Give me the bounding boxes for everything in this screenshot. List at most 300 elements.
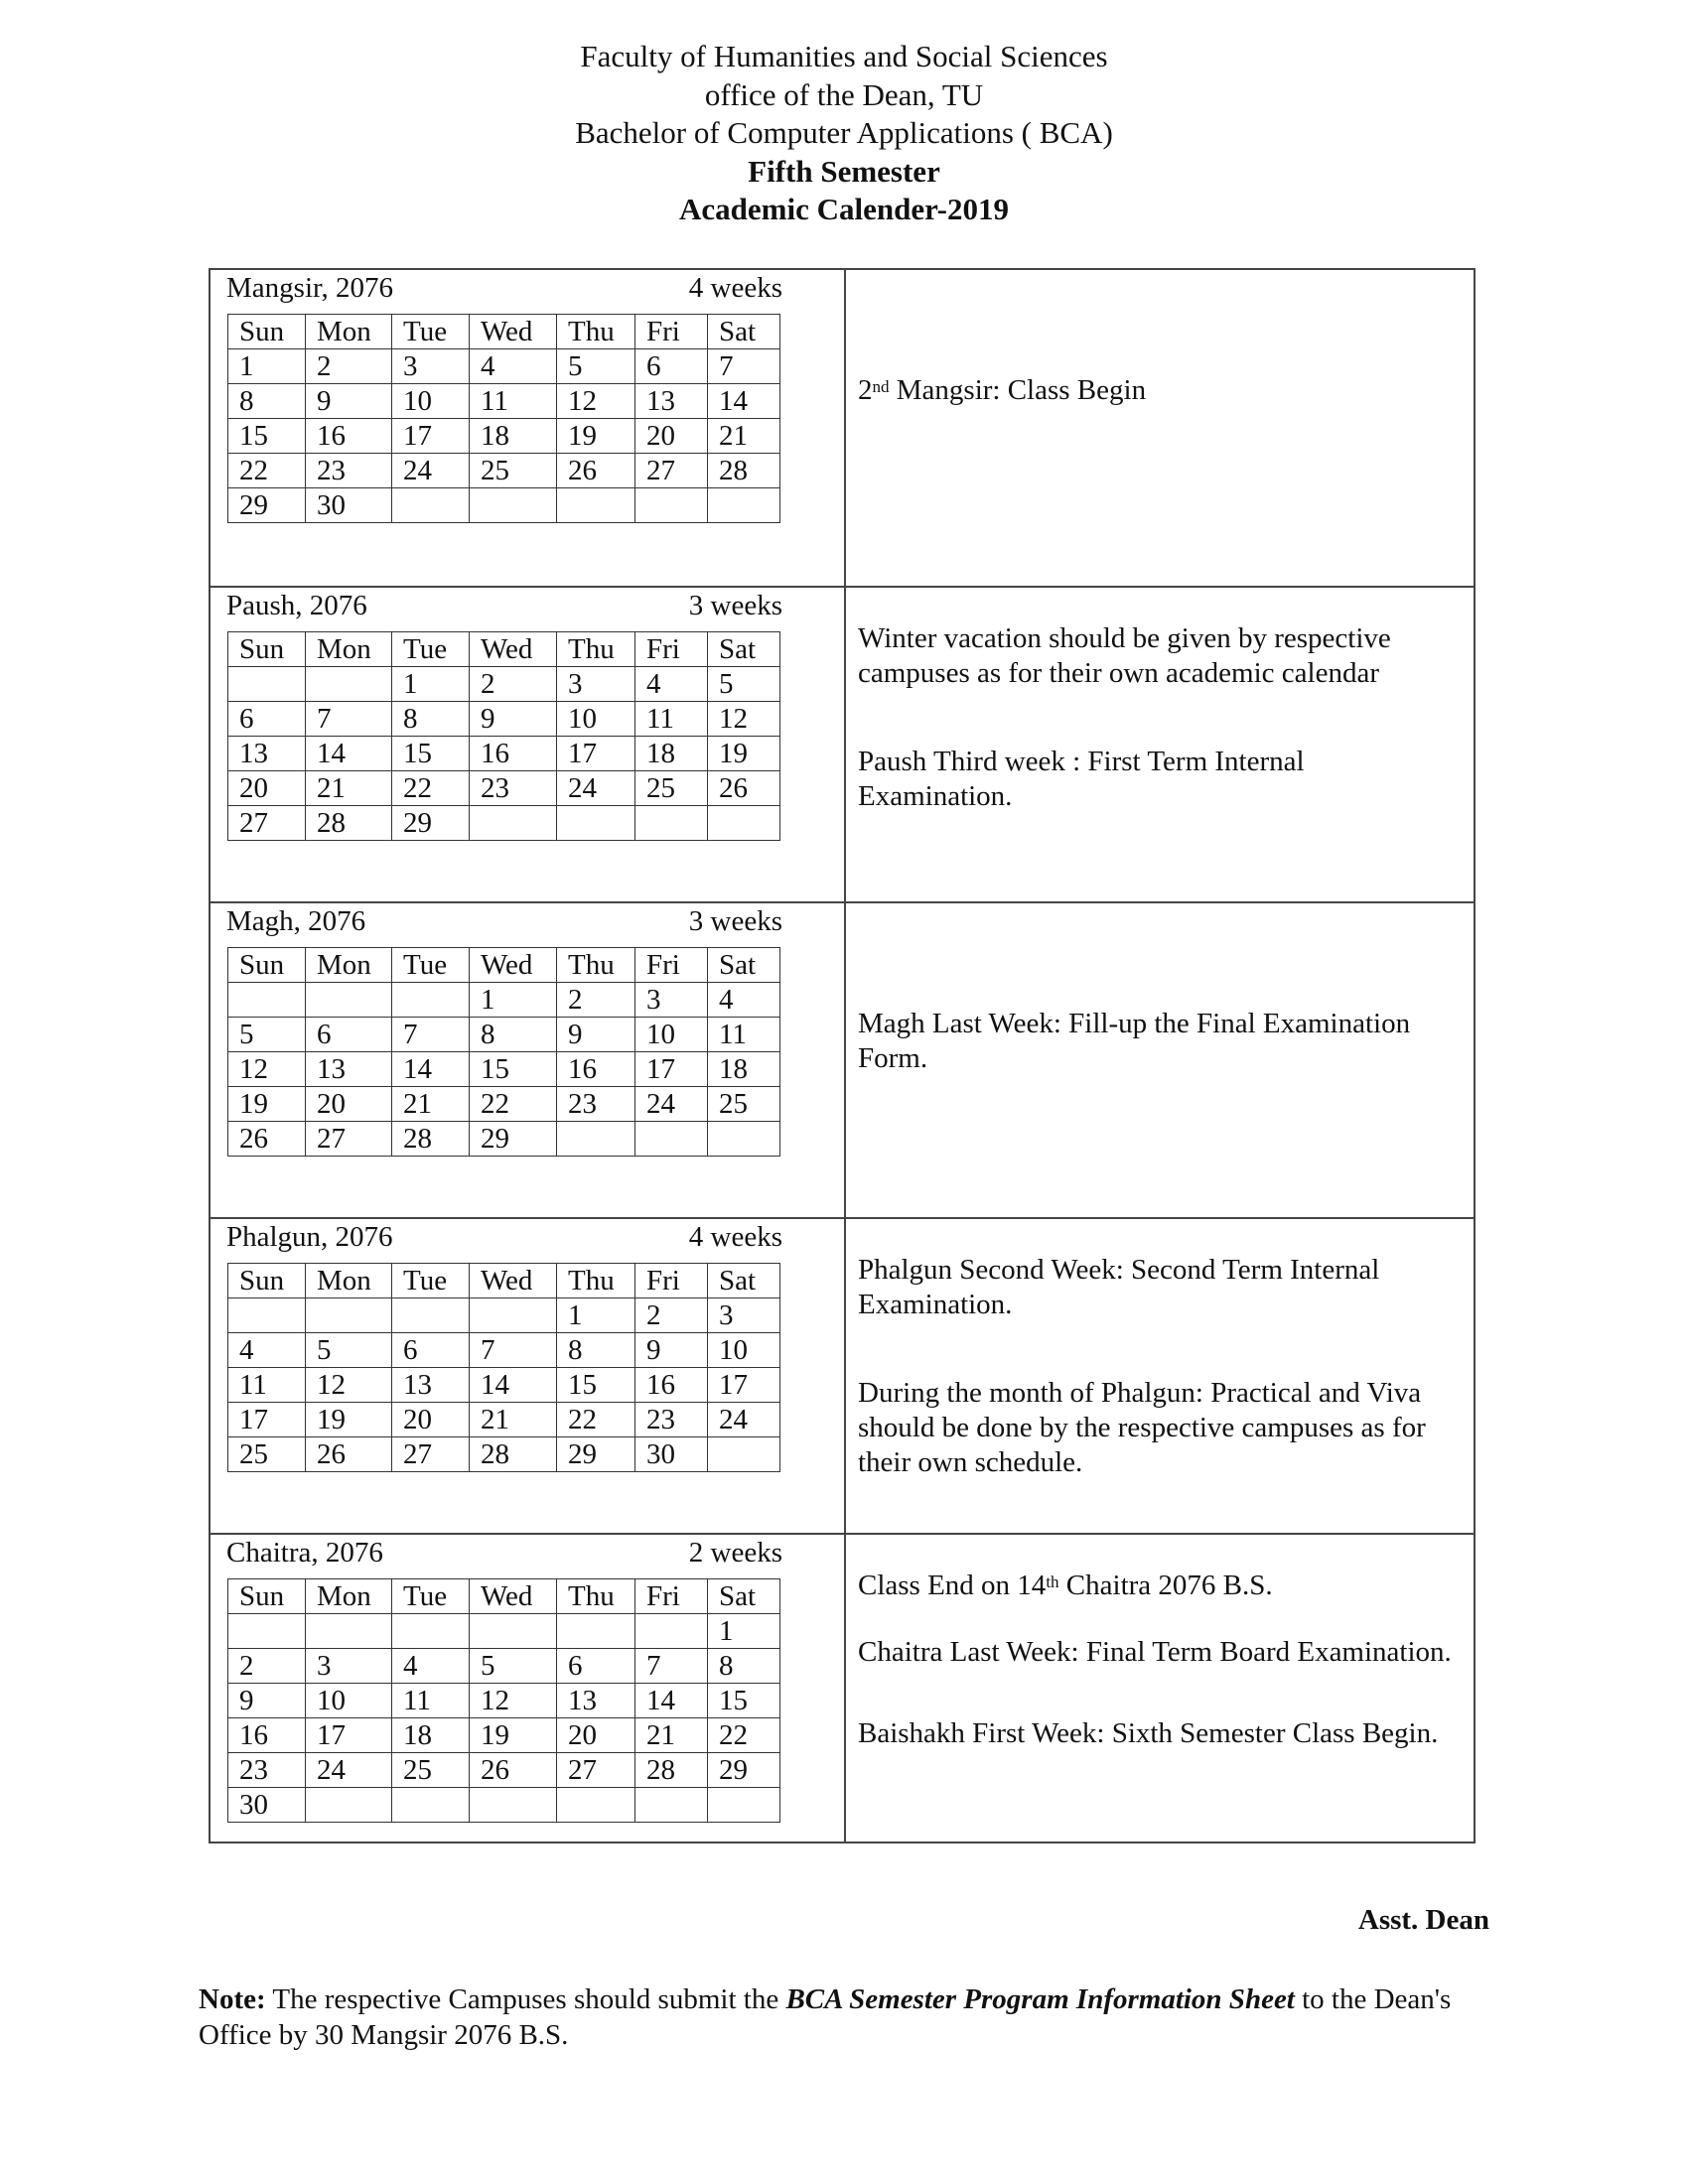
weekday-header: Sat [708, 632, 780, 667]
day-cell: 30 [228, 1788, 306, 1823]
week-row [228, 983, 780, 1018]
day-cell: 13 [306, 1052, 392, 1087]
weekday-header: Sun [228, 1579, 306, 1614]
day-cell: 15 [392, 737, 470, 771]
weekday-header: Mon [306, 1264, 392, 1298]
weekday-header: Tue [392, 1264, 470, 1298]
week-row [228, 771, 780, 806]
week-row [228, 1052, 780, 1087]
weekday-header: Wed [470, 1579, 557, 1614]
semester-title: Fifth Semester [748, 153, 940, 189]
day-cell: 22 [708, 1718, 780, 1753]
weekday-header: Thu [557, 1264, 635, 1298]
weekday-header: Sun [228, 1264, 306, 1298]
note-paragraph [858, 1716, 1460, 1751]
day-cell: 18 [470, 419, 557, 454]
day-cell: 9 [306, 384, 392, 419]
day-cell: 27 [635, 454, 708, 488]
day-cell [635, 1122, 708, 1157]
weekday-header: Fri [635, 948, 708, 983]
column-divider [844, 1219, 846, 1533]
month-calendar-grid [227, 1578, 780, 1823]
note-text: Winter vacation should be given by respective campuses as for their own academic calendar [858, 622, 1391, 689]
day-cell: 10 [557, 702, 635, 737]
day-cell [228, 983, 306, 1018]
day-cell [306, 1298, 392, 1333]
day-cell: 3 [635, 983, 708, 1018]
day-cell: 17 [392, 419, 470, 454]
day-cell: 6 [635, 349, 708, 384]
note-paragraph [858, 373, 1460, 408]
day-cell: 23 [557, 1087, 635, 1122]
month-calendar-grid [227, 314, 780, 523]
day-cell [557, 1614, 635, 1649]
day-cell: 17 [228, 1403, 306, 1437]
day-cell: 7 [708, 349, 780, 384]
note-paragraph [858, 745, 1460, 814]
weekday-header: Wed [470, 632, 557, 667]
month-calendar-grid [227, 947, 780, 1157]
day-cell: 16 [557, 1052, 635, 1087]
month-title: Magh, 2076 [226, 905, 366, 937]
week-row [228, 1403, 780, 1437]
day-cell: 28 [306, 806, 392, 841]
day-cell: 18 [708, 1052, 780, 1087]
day-cell: 6 [228, 702, 306, 737]
month-section [211, 270, 1474, 586]
day-cell: 3 [306, 1649, 392, 1684]
weekday-header: Wed [470, 315, 557, 349]
column-divider [844, 1535, 846, 1843]
day-cell: 28 [635, 1753, 708, 1788]
day-cell: 11 [708, 1018, 780, 1052]
day-cell: 1 [392, 667, 470, 702]
note-text-after: to the Dean's Office by 30 Mangsir 2076 B.S. [199, 1983, 1452, 2051]
day-cell: 2 [635, 1298, 708, 1333]
note-paragraph [858, 1569, 1460, 1603]
day-cell: 9 [228, 1684, 306, 1718]
day-cell: 29 [557, 1437, 635, 1472]
day-cell: 25 [228, 1437, 306, 1472]
day-cell: 15 [470, 1052, 557, 1087]
day-cell: 12 [306, 1368, 392, 1403]
day-cell: 21 [708, 419, 780, 454]
note-text: Phalgun Second Week: Second Term Internal Examination. [858, 1254, 1380, 1320]
day-cell: 29 [228, 488, 306, 523]
week-row [228, 1333, 780, 1368]
day-cell: 4 [470, 349, 557, 384]
day-cell: 23 [470, 771, 557, 806]
day-cell: 25 [470, 454, 557, 488]
day-cell: 21 [392, 1087, 470, 1122]
note-text-before: The respective Campuses should submit the [265, 1983, 786, 2015]
week-row [228, 1684, 780, 1718]
day-cell: 21 [306, 771, 392, 806]
weekday-header: Mon [306, 632, 392, 667]
day-cell: 19 [228, 1087, 306, 1122]
day-cell: 8 [470, 1018, 557, 1052]
day-cell: 17 [557, 737, 635, 771]
day-cell: 18 [392, 1718, 470, 1753]
weekday-header-row [228, 315, 780, 349]
day-cell: 5 [708, 667, 780, 702]
weekday-header: Mon [306, 1579, 392, 1614]
week-row [228, 1614, 780, 1649]
week-row [228, 1718, 780, 1753]
weekday-header: Sat [708, 315, 780, 349]
month-notes [858, 1219, 1460, 1533]
day-cell: 3 [557, 667, 635, 702]
day-cell: 16 [470, 737, 557, 771]
day-cell: 26 [557, 454, 635, 488]
day-cell: 8 [557, 1333, 635, 1368]
day-cell: 21 [635, 1718, 708, 1753]
day-cell: 5 [557, 349, 635, 384]
weekday-header: Sun [228, 315, 306, 349]
week-row [228, 1122, 780, 1157]
note-paragraph [858, 1635, 1460, 1670]
day-cell: 2 [557, 983, 635, 1018]
day-cell: 12 [708, 702, 780, 737]
day-cell: 10 [392, 384, 470, 419]
week-row [228, 384, 780, 419]
day-cell: 23 [635, 1403, 708, 1437]
note-label: Note: [199, 1983, 266, 2015]
day-cell: 6 [306, 1018, 392, 1052]
weekday-header: Sat [708, 948, 780, 983]
week-row [228, 1087, 780, 1122]
weekday-header: Tue [392, 1579, 470, 1614]
day-cell: 29 [708, 1753, 780, 1788]
week-row [228, 667, 780, 702]
note-text: Magh Last Week: Fill-up the Final Examination Form. [858, 1008, 1411, 1074]
day-cell: 6 [557, 1649, 635, 1684]
faculty-name: Faculty of Humanities and Social Sciences [580, 39, 1108, 73]
note-text: During the month of Phalgun: Practical and Viva should be done by the respective campuses as for their own schedule. [858, 1377, 1426, 1478]
day-cell [635, 488, 708, 523]
weekday-header-row [228, 1264, 780, 1298]
weekday-header: Sat [708, 1579, 780, 1614]
day-cell: 30 [635, 1437, 708, 1472]
weekday-header: Tue [392, 315, 470, 349]
month-notes [858, 1535, 1460, 1843]
day-cell [306, 667, 392, 702]
day-cell: 15 [557, 1368, 635, 1403]
weekday-header: Wed [470, 948, 557, 983]
day-cell [392, 488, 470, 523]
day-cell [708, 1437, 780, 1472]
day-cell [708, 1788, 780, 1823]
day-cell: 17 [708, 1368, 780, 1403]
weekday-header: Fri [635, 315, 708, 349]
month-title: Phalgun, 2076 [226, 1221, 393, 1253]
week-row [228, 1753, 780, 1788]
week-row [228, 349, 780, 384]
day-cell [306, 1614, 392, 1649]
day-cell [228, 667, 306, 702]
day-cell: 12 [470, 1684, 557, 1718]
day-cell [635, 1788, 708, 1823]
day-cell: 26 [228, 1122, 306, 1157]
weekday-header: Thu [557, 1579, 635, 1614]
day-cell: 1 [228, 349, 306, 384]
weekday-header: Mon [306, 315, 392, 349]
day-cell: 8 [392, 702, 470, 737]
day-cell: 26 [306, 1437, 392, 1472]
day-cell [470, 488, 557, 523]
month-section [211, 901, 1474, 1217]
day-cell [228, 1298, 306, 1333]
column-divider [844, 270, 846, 586]
weekday-header: Fri [635, 1579, 708, 1614]
day-cell: 11 [392, 1684, 470, 1718]
column-divider [844, 588, 846, 901]
day-cell: 15 [708, 1684, 780, 1718]
day-cell: 27 [228, 806, 306, 841]
month-section [211, 586, 1474, 901]
day-cell [470, 1614, 557, 1649]
month-weeks-count: 4 weeks [688, 272, 782, 304]
day-cell: 7 [635, 1649, 708, 1684]
day-cell [392, 1788, 470, 1823]
week-row [228, 1018, 780, 1052]
weekday-header: Fri [635, 632, 708, 667]
week-row [228, 1368, 780, 1403]
week-row [228, 454, 780, 488]
day-cell: 14 [708, 384, 780, 419]
weekday-header: Tue [392, 632, 470, 667]
day-cell [557, 1788, 635, 1823]
day-cell: 8 [708, 1649, 780, 1684]
day-cell: 9 [557, 1018, 635, 1052]
note-paragraph [858, 1376, 1460, 1480]
day-cell: 24 [557, 771, 635, 806]
day-cell: 6 [392, 1333, 470, 1368]
month-calendar-grid [227, 1263, 780, 1472]
day-cell: 4 [635, 667, 708, 702]
day-cell: 13 [392, 1368, 470, 1403]
day-cell: 24 [708, 1403, 780, 1437]
note-emphasis: BCA Semester Program Information Sheet [785, 1983, 1295, 2015]
day-cell: 3 [708, 1298, 780, 1333]
weekday-header-row [228, 632, 780, 667]
day-cell: 12 [228, 1052, 306, 1087]
day-cell: 23 [306, 454, 392, 488]
day-cell: 19 [470, 1718, 557, 1753]
day-cell [557, 488, 635, 523]
month-notes [858, 270, 1460, 586]
day-cell: 20 [306, 1087, 392, 1122]
weekday-header-row [228, 948, 780, 983]
day-cell: 10 [635, 1018, 708, 1052]
day-cell [470, 1298, 557, 1333]
week-row [228, 806, 780, 841]
day-cell [392, 983, 470, 1018]
day-cell [306, 983, 392, 1018]
day-cell: 12 [557, 384, 635, 419]
day-cell: 24 [306, 1753, 392, 1788]
month-weeks-count: 2 weeks [688, 1537, 782, 1569]
day-cell: 16 [228, 1718, 306, 1753]
ordinal-suffix: nd [872, 377, 890, 396]
day-cell: 4 [392, 1649, 470, 1684]
day-cell [708, 806, 780, 841]
month-notes [858, 588, 1460, 901]
day-cell: 1 [470, 983, 557, 1018]
day-cell: 29 [392, 806, 470, 841]
weekday-header: Thu [557, 632, 635, 667]
month-notes [858, 903, 1460, 1217]
academic-calendar-table [209, 268, 1476, 1843]
weekday-header: Sun [228, 948, 306, 983]
day-cell: 14 [470, 1368, 557, 1403]
note-text: Paush Third week : First Term Internal Examination. [858, 746, 1305, 812]
day-cell: 3 [392, 349, 470, 384]
day-cell: 19 [557, 419, 635, 454]
note-paragraph [858, 621, 1460, 691]
day-cell: 5 [306, 1333, 392, 1368]
day-cell: 25 [635, 771, 708, 806]
month-title: Mangsir, 2076 [226, 272, 393, 304]
week-row [228, 1649, 780, 1684]
day-cell: 24 [392, 454, 470, 488]
day-cell: 14 [306, 737, 392, 771]
week-row [228, 488, 780, 523]
day-cell [228, 1614, 306, 1649]
program-name: Bachelor of Computer Applications ( BCA) [575, 115, 1113, 150]
day-cell: 28 [470, 1437, 557, 1472]
day-cell: 11 [470, 384, 557, 419]
day-cell: 7 [470, 1333, 557, 1368]
day-cell [557, 806, 635, 841]
month-calendar-grid [227, 631, 780, 841]
signature-asst-dean: Asst. Dean [1357, 1904, 1489, 1936]
day-cell: 20 [635, 419, 708, 454]
week-row [228, 419, 780, 454]
calendar-title: Academic Calender-2019 [678, 192, 1010, 226]
week-row [228, 1437, 780, 1472]
day-cell [635, 806, 708, 841]
day-cell: 2 [306, 349, 392, 384]
day-cell: 5 [470, 1649, 557, 1684]
note-text-continued: Mangsir: Class Begin [889, 374, 1147, 406]
day-cell: 25 [392, 1753, 470, 1788]
day-cell: 5 [228, 1018, 306, 1052]
weekday-header: Thu [557, 948, 635, 983]
month-section [211, 1217, 1474, 1533]
day-cell: 28 [708, 454, 780, 488]
month-section [211, 1533, 1474, 1843]
month-title: Chaitra, 2076 [226, 1537, 383, 1569]
weekday-header: Fri [635, 1264, 708, 1298]
note-paragraph [858, 1253, 1460, 1322]
day-cell: 16 [635, 1368, 708, 1403]
day-cell: 4 [708, 983, 780, 1018]
note-text: Baishakh First Week: Sixth Semester Class Begin. [858, 1717, 1439, 1749]
day-cell [306, 1788, 392, 1823]
weekday-header: Tue [392, 948, 470, 983]
day-cell: 13 [557, 1684, 635, 1718]
ordinal-suffix: th [1046, 1572, 1059, 1591]
note-text: Chaitra Last Week: Final Term Board Examination. [858, 1636, 1452, 1668]
day-cell: 9 [470, 702, 557, 737]
day-cell: 24 [635, 1087, 708, 1122]
day-cell: 23 [228, 1753, 306, 1788]
month-title: Paush, 2076 [226, 590, 367, 621]
week-row [228, 1788, 780, 1823]
weekday-header-row [228, 1579, 780, 1614]
note-paragraph [858, 1007, 1460, 1076]
weekday-header: Wed [470, 1264, 557, 1298]
day-cell: 8 [228, 384, 306, 419]
day-cell: 7 [306, 702, 392, 737]
day-cell: 20 [392, 1403, 470, 1437]
weekday-header: Mon [306, 948, 392, 983]
day-cell: 22 [392, 771, 470, 806]
day-cell: 30 [306, 488, 392, 523]
day-cell: 20 [557, 1718, 635, 1753]
day-cell: 2 [470, 667, 557, 702]
column-divider [844, 903, 846, 1217]
day-cell: 26 [470, 1753, 557, 1788]
day-cell: 27 [392, 1437, 470, 1472]
day-cell: 22 [228, 454, 306, 488]
day-cell: 11 [635, 702, 708, 737]
day-cell: 18 [635, 737, 708, 771]
day-cell: 7 [392, 1018, 470, 1052]
day-cell: 22 [557, 1403, 635, 1437]
day-cell: 10 [306, 1684, 392, 1718]
day-cell: 27 [557, 1753, 635, 1788]
day-cell: 22 [470, 1087, 557, 1122]
weekday-header: Sat [708, 1264, 780, 1298]
office-name: office of the Dean, TU [704, 76, 984, 112]
day-cell: 13 [635, 384, 708, 419]
day-cell: 26 [708, 771, 780, 806]
footer-note [199, 1981, 1499, 2053]
day-cell: 2 [228, 1649, 306, 1684]
day-cell: 15 [228, 419, 306, 454]
day-cell: 9 [635, 1333, 708, 1368]
document-header [0, 38, 1688, 229]
day-cell: 17 [306, 1718, 392, 1753]
day-cell: 28 [392, 1122, 470, 1157]
month-weeks-count: 3 weeks [688, 905, 782, 937]
day-cell: 19 [306, 1403, 392, 1437]
day-cell: 14 [635, 1684, 708, 1718]
day-cell: 27 [306, 1122, 392, 1157]
day-cell: 1 [557, 1298, 635, 1333]
day-cell: 4 [228, 1333, 306, 1368]
day-cell: 25 [708, 1087, 780, 1122]
week-row [228, 702, 780, 737]
day-cell [635, 1614, 708, 1649]
day-cell: 20 [228, 771, 306, 806]
month-weeks-count: 3 weeks [688, 590, 782, 621]
weekday-header: Thu [557, 315, 635, 349]
week-row [228, 1298, 780, 1333]
week-row [228, 737, 780, 771]
day-cell: 16 [306, 419, 392, 454]
day-cell: 13 [228, 737, 306, 771]
note-text: 2 [858, 374, 873, 406]
day-cell: 29 [470, 1122, 557, 1157]
day-cell: 19 [708, 737, 780, 771]
day-cell: 10 [708, 1333, 780, 1368]
day-cell [708, 1122, 780, 1157]
day-cell [557, 1122, 635, 1157]
day-cell: 11 [228, 1368, 306, 1403]
